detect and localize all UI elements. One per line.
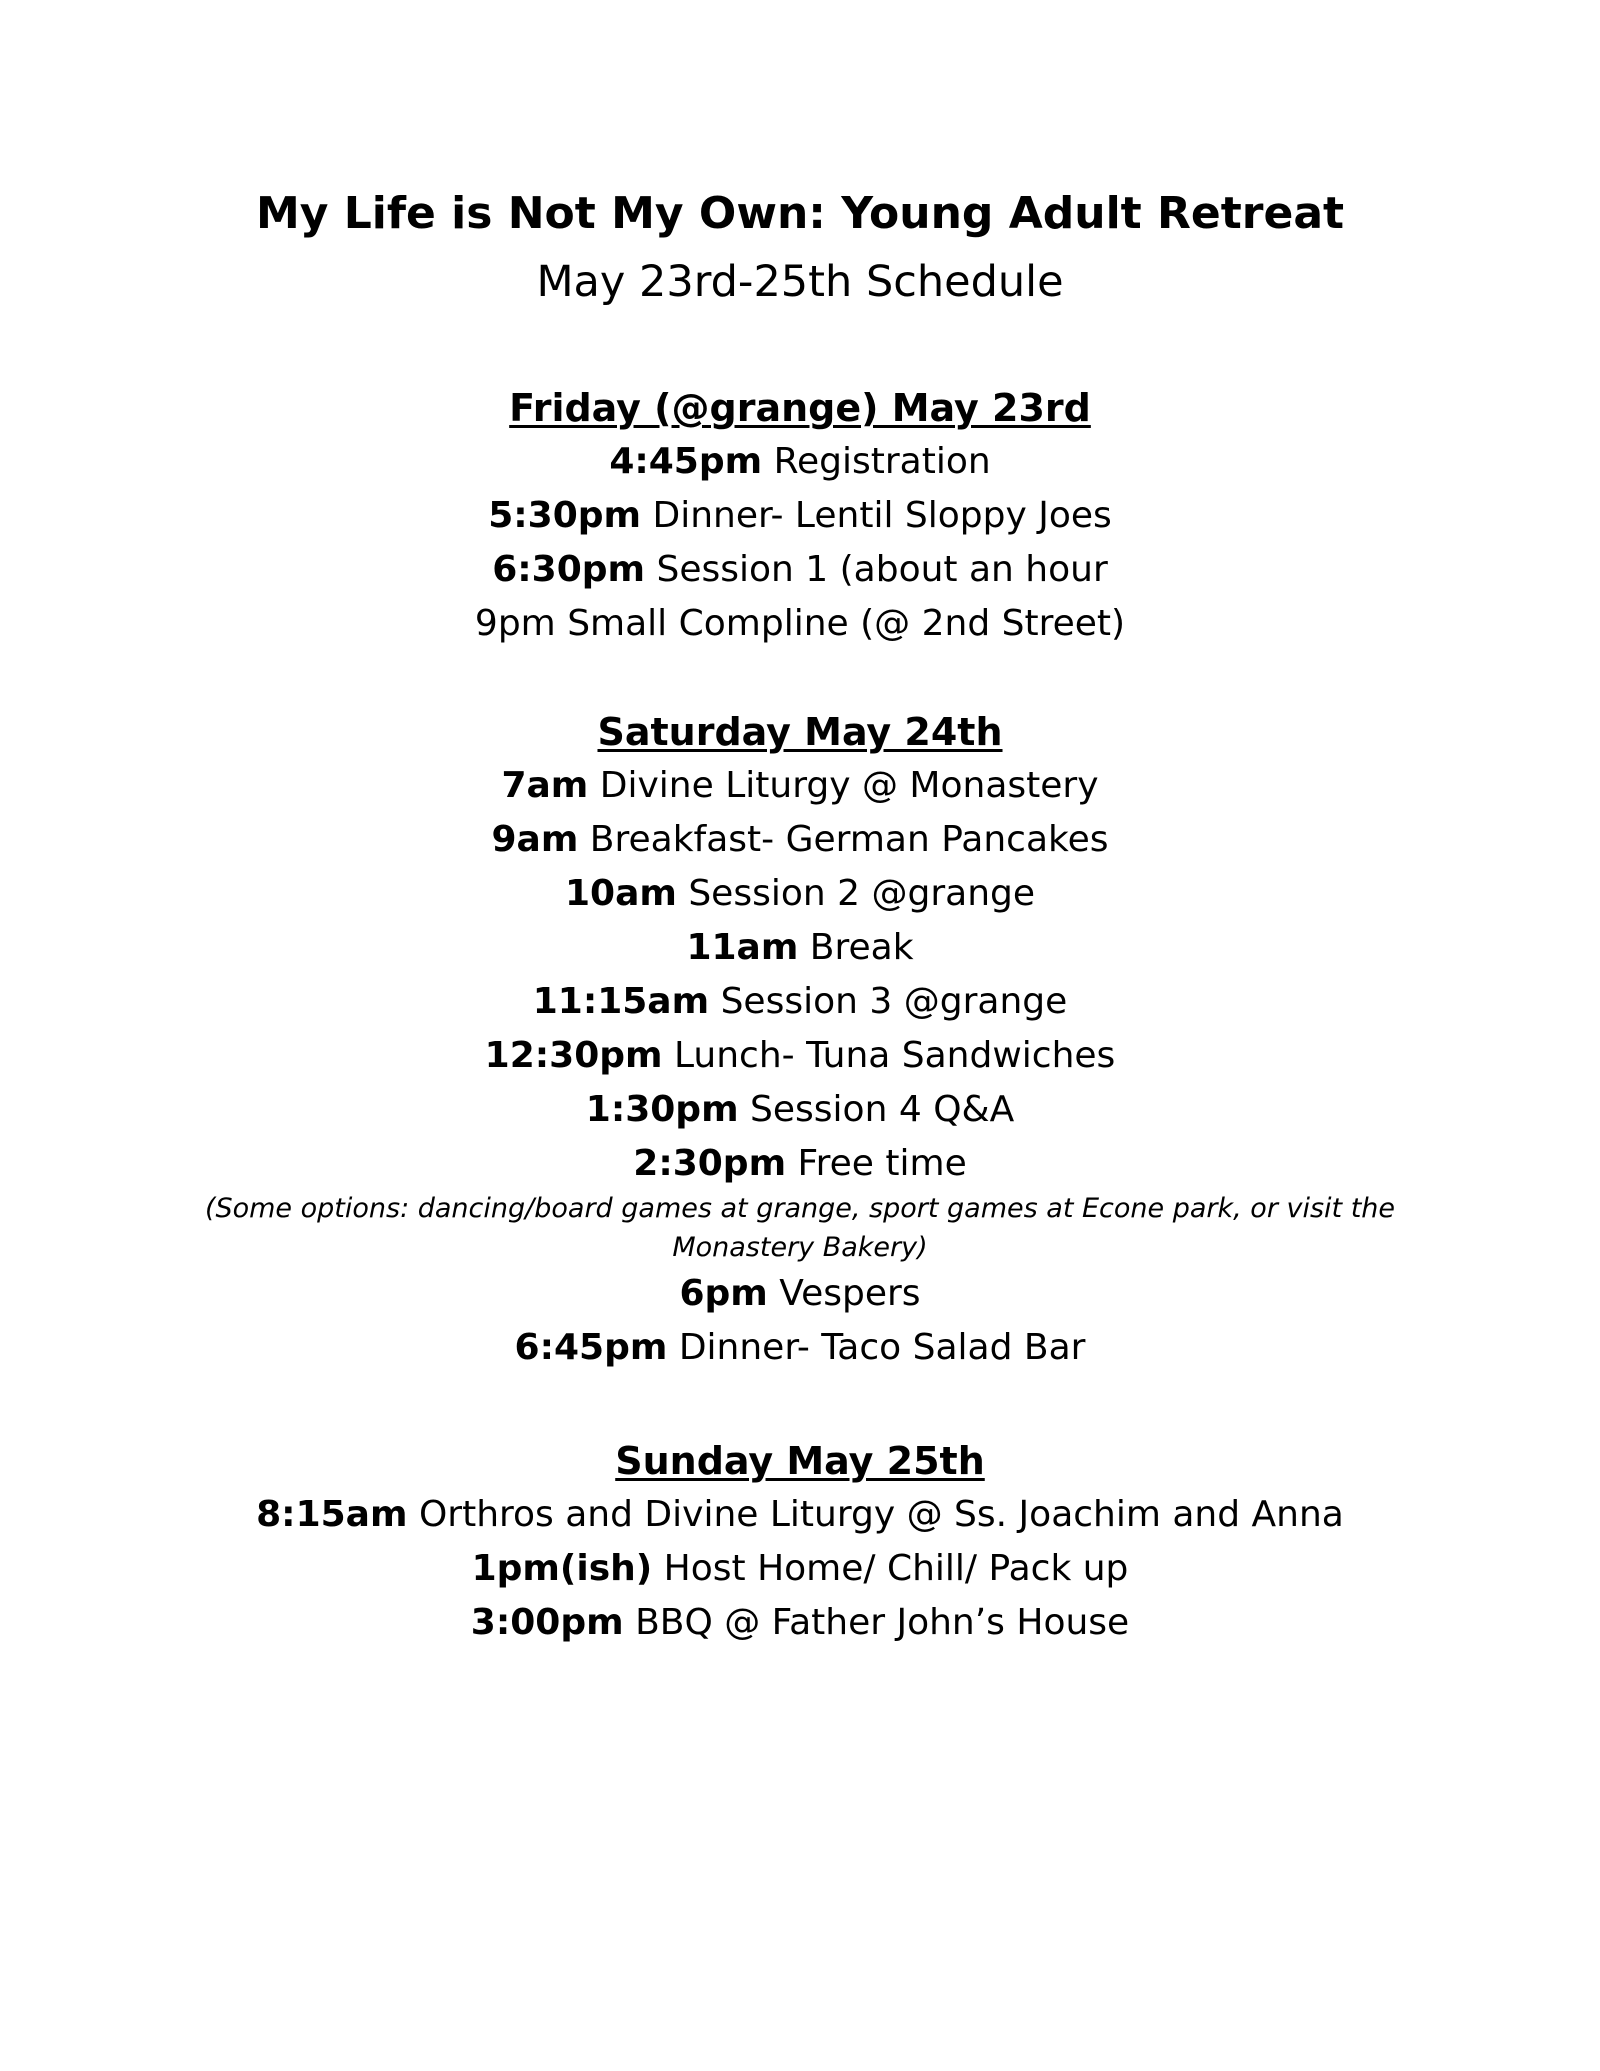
schedule-item [0, 489, 1600, 543]
event-description: Dinner- Taco Salad Bar [678, 1327, 1086, 1368]
event-description: Break [809, 927, 914, 968]
event-description: Orthros and Divine Liturgy @ Ss. Joachim and Anna [418, 1494, 1344, 1535]
event-description: Host Home/ Chill/ Pack up [663, 1548, 1129, 1589]
schedule-item [0, 435, 1600, 489]
schedule-item [0, 921, 1600, 975]
free-time-note: (Some options: dancing/board games at grange, sport games at Econe park, or visit the Monastery Bakery) [204, 1193, 1396, 1263]
event-time: 6:45pm [514, 1327, 668, 1368]
schedule-item [0, 975, 1600, 1029]
event-time: 12:30pm [484, 1035, 663, 1076]
event-description: 9pm Small Compline (@ 2nd Street) [474, 603, 1126, 644]
event-description: Registration [773, 441, 991, 482]
event-description: Session 4 Q&A [750, 1089, 1015, 1130]
event-description: Session 3 @grange [720, 981, 1068, 1022]
event-time: 9am [491, 819, 579, 860]
document-title: My Life is Not My Own: Young Adult Retreat [255, 188, 1345, 239]
schedule-item [0, 1321, 1600, 1375]
schedule-item [0, 1029, 1600, 1083]
schedule-item [0, 1596, 1600, 1650]
event-time: 8:15am [256, 1494, 408, 1535]
schedule-item [0, 1137, 1600, 1191]
friday-section [0, 381, 1600, 651]
event-time: 7am [501, 765, 589, 806]
event-time: 11:15am [532, 981, 710, 1022]
document-subtitle: May 23rd-25th Schedule [536, 257, 1064, 307]
schedule-item [0, 1488, 1600, 1542]
event-description: Session 2 @grange [688, 873, 1036, 914]
schedule-item [0, 867, 1600, 921]
saturday-section [0, 705, 1600, 1375]
event-description: BBQ @ Father John’s House [635, 1602, 1130, 1643]
schedule-item [0, 597, 1600, 651]
event-time: 1pm(ish) [471, 1548, 653, 1589]
event-description: Lunch- Tuna Sandwiches [674, 1035, 1116, 1076]
event-time: 11am [686, 927, 799, 968]
event-time: 6:30pm [492, 549, 646, 590]
event-time: 10am [564, 873, 677, 914]
schedule-item [0, 1542, 1600, 1596]
event-time: 3:00pm [470, 1602, 624, 1643]
day-heading-sunday: Sunday May 25th [615, 1439, 985, 1483]
event-time: 1:30pm [585, 1089, 739, 1130]
schedule-item [0, 543, 1600, 597]
event-description: Dinner- Lentil Sloppy Joes [652, 495, 1112, 536]
event-description: Breakfast- German Pancakes [589, 819, 1109, 860]
event-description: Session 1 (about an hour [656, 549, 1108, 590]
schedule-item [0, 1267, 1600, 1321]
event-time: 2:30pm [633, 1143, 787, 1184]
schedule-item [0, 813, 1600, 867]
event-time: 6pm [679, 1273, 768, 1314]
event-time: 4:45pm [609, 441, 763, 482]
day-heading-friday: Friday (@grange) May 23rd [509, 386, 1091, 430]
event-description: Divine Liturgy @ Monastery [599, 765, 1099, 806]
event-description: Free time [797, 1143, 967, 1184]
schedule-item [0, 1083, 1600, 1137]
event-description: Vespers [779, 1273, 921, 1314]
event-time: 5:30pm [488, 495, 642, 536]
day-heading-saturday: Saturday May 24th [597, 710, 1003, 754]
sunday-section [0, 1434, 1600, 1650]
schedule-item [0, 759, 1600, 813]
